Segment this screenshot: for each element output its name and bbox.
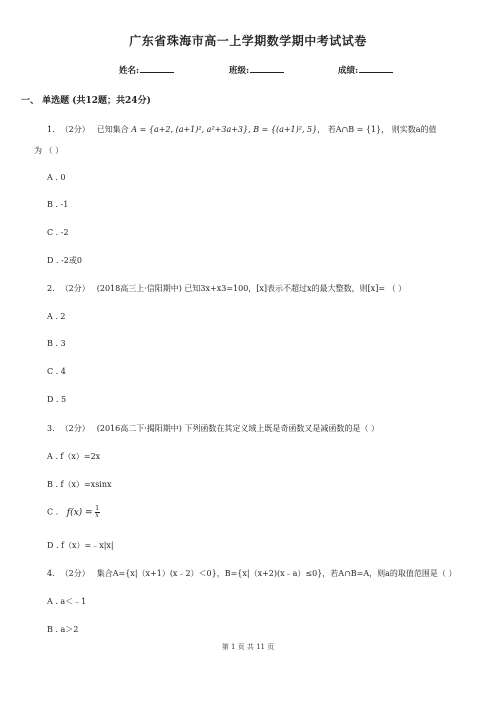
name-label: 姓名:	[119, 66, 140, 76]
question-4	[47, 568, 456, 579]
score-field	[338, 64, 393, 76]
question-text: (2016高二下·揭阳期中) 下列函数在其定义域上既是奇函数又是减函数的是（ ）	[96, 424, 379, 433]
question-number: 3.	[47, 424, 55, 433]
fraction-denominator: x	[95, 512, 99, 519]
question-score: （2分）	[60, 569, 90, 578]
option-c: C . 4	[47, 367, 66, 376]
score-label: 成绩:	[338, 66, 359, 76]
question-score: （2分）	[60, 284, 90, 293]
question-3	[47, 423, 379, 434]
class-blank	[250, 64, 284, 73]
question-text: 已知集合	[96, 125, 129, 134]
option-d: D . 5	[47, 395, 67, 404]
option-c	[47, 506, 100, 519]
option-b: B . f（x）=xsinx	[47, 480, 112, 489]
set-b-formula: , B = {(a+1)², 5}	[248, 125, 318, 134]
question-wrap: 为 （ ）	[34, 146, 64, 155]
question-score: （2分）	[60, 125, 90, 134]
name-field	[119, 64, 174, 76]
question-1	[47, 124, 437, 135]
option-b: B . a＞2	[47, 625, 79, 634]
question-number: 2.	[47, 284, 55, 293]
option-d: D . f（x）=﹣x|x|	[47, 541, 114, 550]
class-field	[229, 64, 284, 76]
option-b: B . 3	[47, 339, 66, 348]
question-score: （2分）	[60, 424, 90, 433]
page-title: 广东省珠海市高一上学期数学期中考试试卷	[129, 34, 367, 48]
question-2	[47, 283, 406, 294]
section-heading: 一、 单选题 (共12题；共24分)	[21, 96, 151, 106]
option-c-formula: f(x) =	[66, 507, 93, 518]
fraction-numerator: 1	[95, 505, 100, 512]
name-blank	[140, 64, 174, 73]
option-a: A . a＜﹣1	[47, 597, 87, 606]
page-footer: 第 1 页 共 11 页	[221, 643, 275, 651]
class-label: 班级:	[229, 66, 250, 76]
question-text-cont: ， 若A∩B = {1}， 则实数a的值	[317, 125, 437, 134]
option-c-label: C .	[47, 507, 59, 517]
option-b: B . -1	[47, 200, 69, 209]
option-a: A . 0	[47, 173, 66, 182]
question-number: 1.	[47, 125, 55, 134]
option-d: D . -2或0	[47, 256, 82, 265]
score-blank	[359, 64, 393, 73]
option-a: A . 2	[47, 312, 66, 321]
fraction	[95, 506, 100, 519]
option-c: C . -2	[47, 228, 69, 237]
question-text: (2018高三上·信阳期中) 已知3x+x3=100，[x]表示不超过x的最大整数，则[x]= （ ）	[96, 284, 407, 293]
set-a-formula: A = {a+2, (a+1)², a²+3a+3}	[131, 125, 249, 134]
option-a: A . f（x）=2x	[47, 452, 101, 461]
question-number: 4.	[47, 569, 55, 578]
question-text: 集合A={x|（x+1）(x﹣2）＜0}，B={x|（x+2)(x﹣a）≤0}，若A∩B=A，则a的取值范围是（ ）	[96, 569, 457, 578]
